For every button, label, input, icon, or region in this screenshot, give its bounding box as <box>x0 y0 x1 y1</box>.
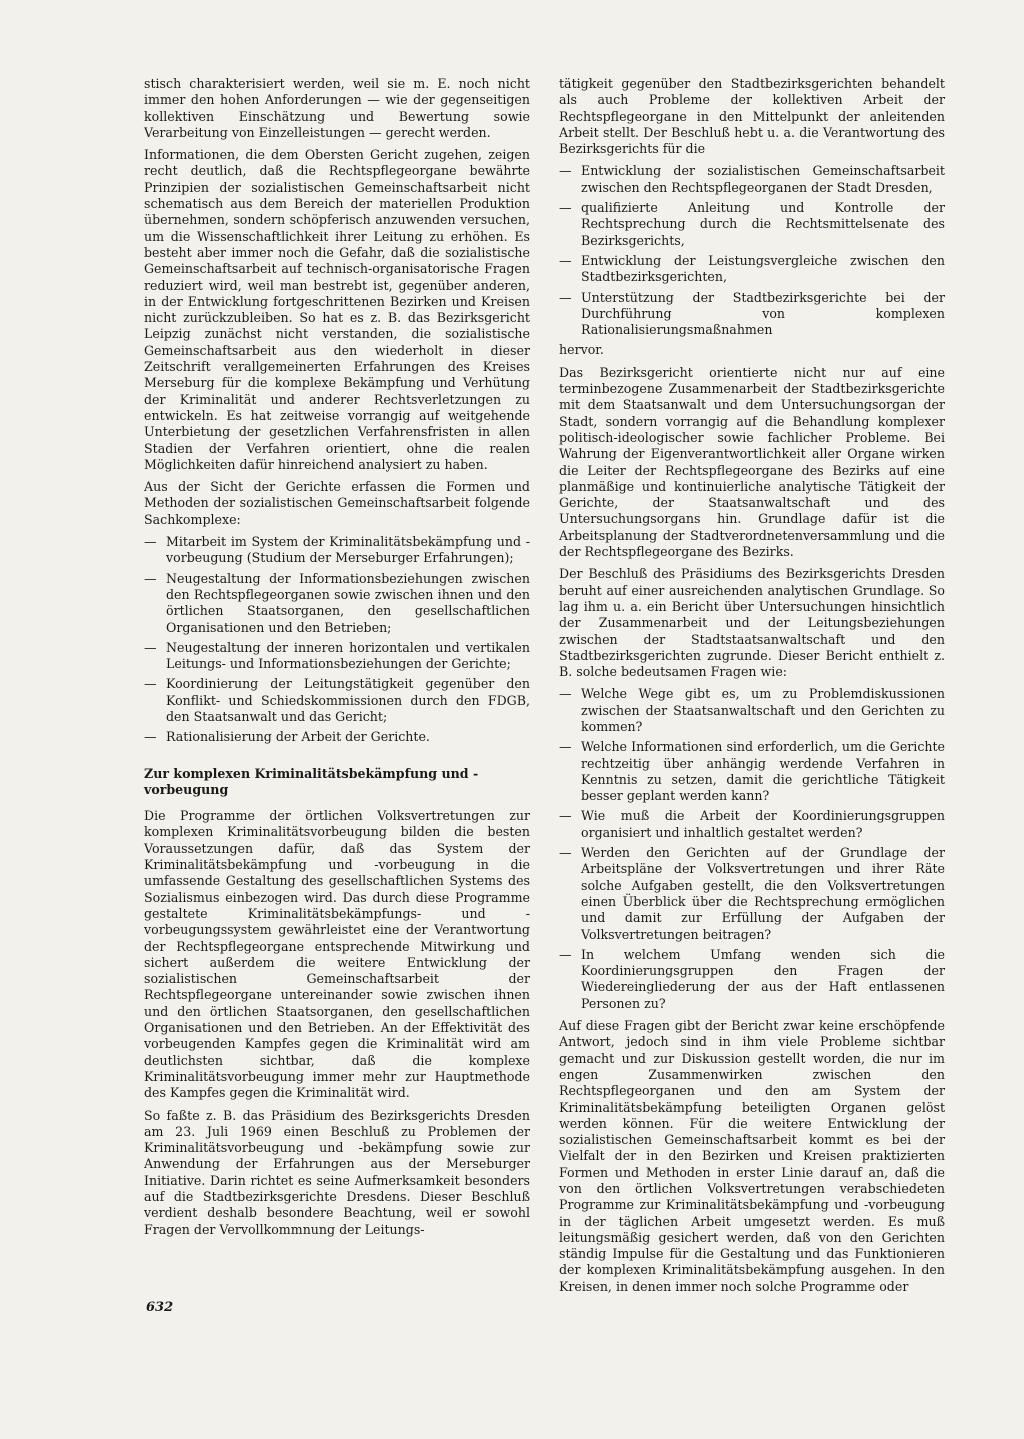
paragraph: hervor. <box>559 342 604 358</box>
paragraph: So faßte z. B. das Präsidium des Bezirksgerichts Dresden am 23. Juli 1969 einen Beschluß zu Problemen der Kriminalitätsvorbeugung und -bekämpfung sowie zur Anwendung der Erfahrungen aus der Merseburger Initiative. Darin richtet es seine Aufmerksamkeit besonders auf die Stadtbezirksgerichte Dresdens. Dieser Beschluß verdient deshalb besondere Beachtung, weil er sowohl Fragen der Vervollkommnung der Leitungs- <box>144 1107 530 1237</box>
paragraph: stisch charakterisiert werden, weil sie m. E. noch nicht immer den hohen Anforderungen — wie der gegenseitigen kollektiven Einschätzung und Bewertung sowie Verarbeitung von Einzelleistungen — gerecht werden. <box>144 76 530 140</box>
list-item: — In welchem Umfang wenden sich die Koordinierungsgruppen den Fragen der Wiedereingliederung der aus der Haft entlassenen Personen zu? <box>559 947 945 1012</box>
right-column <box>559 76 945 1301</box>
list-item: — Welche Informationen sind erforderlich, um die Gerichte rechtzeitig über anhängig werdende Verfahren in Kenntnis zu setzen, damit die gerichtliche Tätigkeit besser geplant werden kann? <box>559 739 945 804</box>
list-item: — Entwicklung der sozialistischen Gemeinschaftsarbeit zwischen den Rechtspflegeorganen der Stadt Dresden, <box>559 163 945 196</box>
section-heading: Zur komplexen Kriminalitätsbekämpfung und -vorbeugung <box>144 765 479 797</box>
dash-list <box>559 686 945 1012</box>
list-item: — Neugestaltung der Informationsbeziehungen zwischen den Rechtspflegeorganen sowie zwischen ihnen und den örtlichen Staatsorganen, den gesellschaftlichen Organisationen und den Betrieben; <box>144 571 530 636</box>
list-item: — Welche Wege gibt es, um zu Problemdiskussionen zwischen der Staatsanwaltschaft und den Gerichten zu kommen? <box>559 686 945 735</box>
paragraph: tätigkeit gegenüber den Stadtbezirksgerichten behandelt als auch Probleme der kollektiven Arbeit der Rechtspflegeorgane in den Mittelpunkt der anleitenden Arbeit stellt. Der Beschluß hebt u. a. die Verantwortung des Bezirksgerichts für die <box>559 76 945 157</box>
paragraph: Informationen, die dem Obersten Gericht zugehen, zeigen recht deutlich, daß die Rechtspflegeorgane bewährte Prinzipien der sozialistischen Gemeinschaftsarbeit nicht schematisch aus dem Bereich der materiellen Produktion übernehmen, sondern schöpferisch anzuwenden versuchen, um die Wissenschaftlichkeit ihrer Leitung zu erhöhen. Es besteht aber immer noch die Gefahr, daß die sozialistische Gemeinschaftsarbeit auf technisch-organisatorische Fragen reduziert wird, weil man bestrebt ist, gegenüber anderen, in der Entwicklung fortgeschrittenen Bezirken und Kreisen nicht zurückzubleiben. So hat es z. B. das Bezirksgericht Leipzig zunächst nicht verstanden, die sozialistische Gemeinschaftsarbeit aus den wiederholt in dieser Zeitschrift verallgemeinerten Erfahrungen des Kreises Merseburg für die komplexe Bekämpfung und Verhütung der Kriminalität und anderer Rechtsverletzungen zu entwickeln. Es hat zeitweise vorrangig auf weitgehende Unterbietung der gesetzlichen Verfahrensfristen in allen Stadien der Verfahren orientiert, ohne die realen Möglichkeiten dafür hinreichend analysiert zu haben. <box>144 147 530 472</box>
list-item: — Rationalisierung der Arbeit der Gerichte. <box>144 729 530 745</box>
list-item: — Koordinierung der Leitungstätigkeit gegenüber den Konflikt- und Schiedskommissionen durch den FDGB, den Staatsanwalt und das Gericht; <box>144 676 530 725</box>
list-item: — Mitarbeit im System der Kriminalitätsbekämpfung und -vorbeugung (Studium der Merseburger Erfahrungen); <box>144 534 530 567</box>
paragraph: Auf diese Fragen gibt der Bericht zwar keine erschöpfende Antwort, jedoch sind in ihm viele Probleme sichtbar gemacht und zur Diskussion gestellt worden, die nur im engen Zusammenwirken zwischen den Rechtspflegeorganen und den am System der Kriminalitätsbekämpfung beteiligten Organen gelöst werden können. Für die weitere Entwicklung der sozialistischen Gemeinschaftsarbeit kommt es bei der Vielfalt der in den Bezirken und Kreisen praktizierten Formen und Methoden in erster Linie darauf an, daß die von den örtlichen Volksvertretungen verabschiedeten Programme zur Kriminalitätsbekämpfung und -vorbeugung in der täglichen Arbeit umgesetzt werden. Es muß leitungsmäßig gesichert werden, daß von den Gerichten ständig Impulse für die Gestaltung und das Funktionieren der komplexen Kriminalitätsbekämpfung ausgehen. In den Kreisen, in denen immer noch solche Programme oder <box>559 1018 945 1294</box>
dash-list <box>144 534 530 746</box>
paragraph: Das Bezirksgericht orientierte nicht nur auf eine terminbezogene Zusammenarbeit der Stadtbezirksgerichte mit dem Staatsanwalt und dem Untersuchungsorgan der Stadt, sondern vorrangig auf die Behandlung komplexer politisch-ideologischer sowie fachlicher Probleme. Bei Wahrung der Eigenverantwortlichkeit aller Organe wirken die Leiter der Rechtspflegeorgane des Bezirks auf eine planmäßige und kontinuierliche analytische Tätigkeit der Gerichte, der Staatsanwaltschaft und des Untersuchungsorgans hin. Grundlage dafür ist die Arbeitsplanung der Stadtverordnetenversammlung und die der Rechtspflegeorgane des Bezirks. <box>559 364 945 560</box>
paragraph: Die Programme der örtlichen Volksvertretungen zur komplexen Kriminalitätsvorbeugung bilden die besten Voraussetzungen dafür, daß das System der Kriminalitätsbekämpfung und -vorbeugung in die umfassende Gestaltung des gesellschaftlichen Systems des Sozialismus einbezogen wird. Das durch diese Programme gestaltete Kriminalitätsbekämpfungs- und -vorbeugungssystem gewährleistet eine der Verantwortung der Rechtspflegeorgane entsprechende Mitwirkung und sichert außerdem die weitere Entwicklung der sozialistischen Gemeinschaftsarbeit der Rechtspflegeorgane untereinander sowie zwischen ihnen und den örtlichen Staatsorganen, den gesellschaftlichen Organisationen und den Betrieben. An der Effektivität des vorbeugenden Kampfes gegen die Kriminalität wird am deutlichsten sichtbar, daß die komplexe Kriminalitätsvorbeugung immer mehr zur Hauptmethode des Kampfes gegen die Kriminalität wird. <box>144 808 530 1101</box>
left-column <box>144 76 530 1244</box>
list-item: — qualifizierte Anleitung und Kontrolle der Rechtsprechung durch die Rechtsmittelsenate des Bezirksgerichts, <box>559 200 945 249</box>
list-item: — Entwicklung der Leistungsvergleiche zwischen den Stadtbezirksgerichten, <box>559 253 945 286</box>
paragraph: Der Beschluß des Präsidiums des Bezirksgerichts Dresden beruht auf einer ausreichenden analytischen Grundlage. So lag ihm u. a. ein Bericht über Untersuchungen hinsichtlich der Zusammenarbeit und der Leitungsbeziehungen zwischen der Stadtstaatsanwaltschaft und den Stadtbezirksgerichten zugrunde. Dieser Bericht enthielt z. B. solche bedeutsamen Fragen wie: <box>559 566 945 680</box>
list-item: — Wie muß die Arbeit der Koordinierungsgruppen organisiert und inhaltlich gestaltet werden? <box>559 808 945 841</box>
paragraph: Aus der Sicht der Gerichte erfassen die Formen und Methoden der sozialistischen Gemeinschaftsarbeit folgende Sachkomplexe: <box>144 479 530 527</box>
dash-list <box>559 163 945 338</box>
list-item: — Unterstützung der Stadtbezirksgerichte bei der Durchführung von komplexen Rationalisierungsmaßnahmen <box>559 290 945 339</box>
page-number: 632 <box>146 1300 174 1315</box>
list-item: — Werden den Gerichten auf der Grundlage der Arbeitspläne der Volksvertretungen und ihrer Räte solche Aufgaben gestellt, die den Volksvertretungen einen Überblick über die Rechtsprechung ermöglichen und damit zur Erfüllung der Aufgaben der Volksvertretungen beitragen? <box>559 845 945 943</box>
list-item: — Neugestaltung der inneren horizontalen und vertikalen Leitungs- und Informationsbeziehungen der Gerichte; <box>144 640 530 673</box>
